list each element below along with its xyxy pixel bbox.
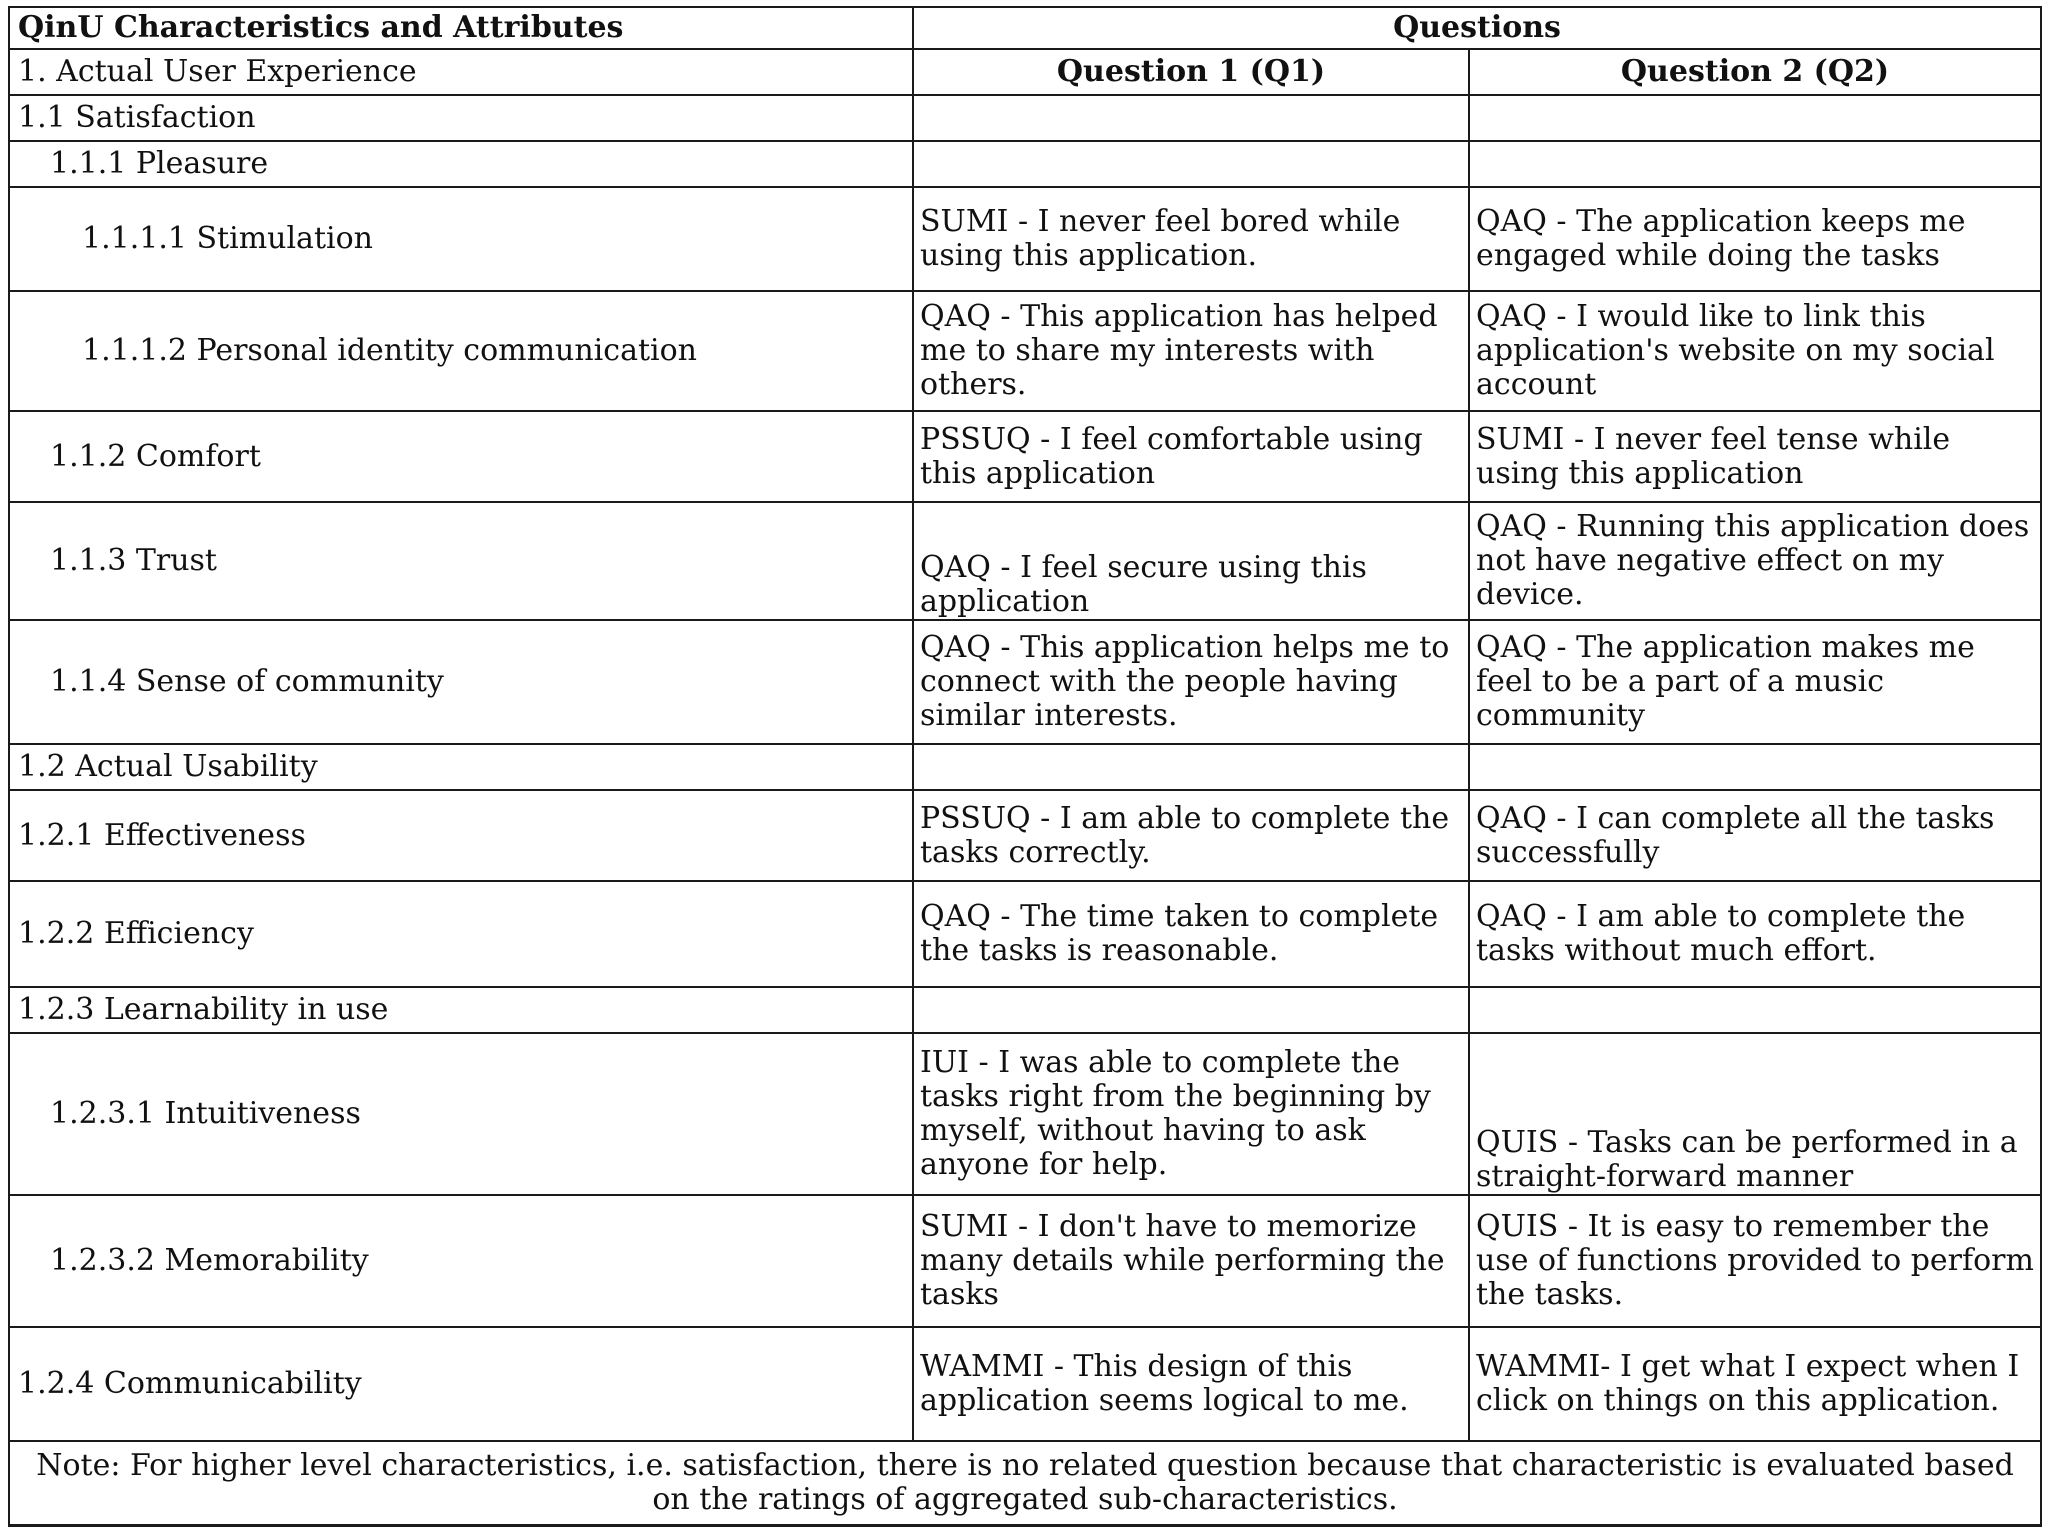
row-q1: SUMI - I never feel bored while using this application.: [913, 187, 1469, 291]
row-q2: QAQ - I am able to complete the tasks without much effort.: [1469, 881, 2041, 987]
note-row: [9, 1441, 2041, 1525]
table-row: [9, 502, 2041, 620]
row-q1: [913, 141, 1469, 187]
row-attribute: 1.2.3.1 Intuitiveness: [9, 1033, 913, 1195]
row-q2: WAMMI- I get what I expect when I click on things on this application.: [1469, 1327, 2041, 1441]
row-attribute: 1.1.1 Pleasure: [9, 141, 913, 187]
row-q2: [1469, 987, 2041, 1033]
table-row: [9, 1033, 2041, 1195]
row-q2: QAQ - The application makes me feel to be a part of a music community: [1469, 620, 2041, 744]
row-q2: [1469, 141, 2041, 187]
row-attribute: 1.2.2 Efficiency: [9, 881, 913, 987]
table-row: [9, 95, 2041, 141]
row-attribute: 1.1.4 Sense of community: [9, 620, 913, 744]
table-note: Note: For higher level characteristics, i.e. satisfaction, there is no related question because that characteristic is evaluated based on the ratings of aggregated sub-characteristics.: [9, 1441, 2041, 1525]
header-questions: Questions: [913, 7, 2041, 49]
table-row: [9, 987, 2041, 1033]
row-attribute: 1.1.1.2 Personal identity communication: [9, 291, 913, 411]
table-row: [9, 881, 2041, 987]
row-q1: PSSUQ - I am able to complete the tasks correctly.: [913, 790, 1469, 881]
row-q1: QAQ - This application has helped me to share my interests with others.: [913, 291, 1469, 411]
row-q1: IUI - I was able to complete the tasks right from the beginning by myself, without having to ask anyone for help.: [913, 1033, 1469, 1195]
row-attribute: 1.1 Satisfaction: [9, 95, 913, 141]
row-attribute: 1. Actual User Experience: [9, 49, 913, 95]
row-attribute: 1.2.1 Effectiveness: [9, 790, 913, 881]
row-attribute: 1.2.3.2 Memorability: [9, 1195, 913, 1327]
table-row: [9, 620, 2041, 744]
row-q2: [1469, 744, 2041, 790]
row-q1: SUMI - I don't have to memorize many details while performing the tasks: [913, 1195, 1469, 1327]
row-q1: [913, 95, 1469, 141]
row-attribute: 1.2.3 Learnability in use: [9, 987, 913, 1033]
row-q2: QUIS - It is easy to remember the use of functions provided to perform the tasks.: [1469, 1195, 2041, 1327]
table-row: [9, 291, 2041, 411]
row-q2: QAQ - The application keeps me engaged while doing the tasks: [1469, 187, 2041, 291]
header-question-1: Question 1 (Q1): [913, 49, 1469, 95]
row-q2: [1469, 95, 2041, 141]
row-attribute: 1.1.2 Comfort: [9, 411, 913, 502]
row-q1: QAQ - I feel secure using this application: [913, 502, 1469, 620]
row-attribute: 1.2.4 Communicability: [9, 1327, 913, 1441]
table-row: [9, 1327, 2041, 1441]
row-q1: [913, 744, 1469, 790]
row-q2: QAQ - I would like to link this application's website on my social account: [1469, 291, 2041, 411]
table-row: [9, 141, 2041, 187]
qinu-questions-table: [8, 6, 2042, 1527]
header-characteristics: QinU Characteristics and Attributes: [9, 7, 913, 49]
row-q1: QAQ - The time taken to complete the tasks is reasonable.: [913, 881, 1469, 987]
row-q1: QAQ - This application helps me to connect with the people having similar interests.: [913, 620, 1469, 744]
table-row: [9, 1195, 2041, 1327]
row-q2: QAQ - Running this application does not have negative effect on my device.: [1469, 502, 2041, 620]
header-question-2: Question 2 (Q2): [1469, 49, 2041, 95]
row-attribute: 1.2 Actual Usability: [9, 744, 913, 790]
row-q2: SUMI - I never feel tense while using this application: [1469, 411, 2041, 502]
table-header-row: [9, 7, 2041, 49]
row-q1: PSSUQ - I feel comfortable using this application: [913, 411, 1469, 502]
row-q1: WAMMI - This design of this application seems logical to me.: [913, 1327, 1469, 1441]
table-row: [9, 411, 2041, 502]
table-row: [9, 187, 2041, 291]
row-attribute: 1.1.3 Trust: [9, 502, 913, 620]
table-row: [9, 49, 2041, 95]
table-row: [9, 744, 2041, 790]
row-attribute: 1.1.1.1 Stimulation: [9, 187, 913, 291]
row-q2: QUIS - Tasks can be performed in a straight-forward manner: [1469, 1033, 2041, 1195]
row-q2: QAQ - I can complete all the tasks successfully: [1469, 790, 2041, 881]
table-row: [9, 790, 2041, 881]
row-q1: [913, 987, 1469, 1033]
